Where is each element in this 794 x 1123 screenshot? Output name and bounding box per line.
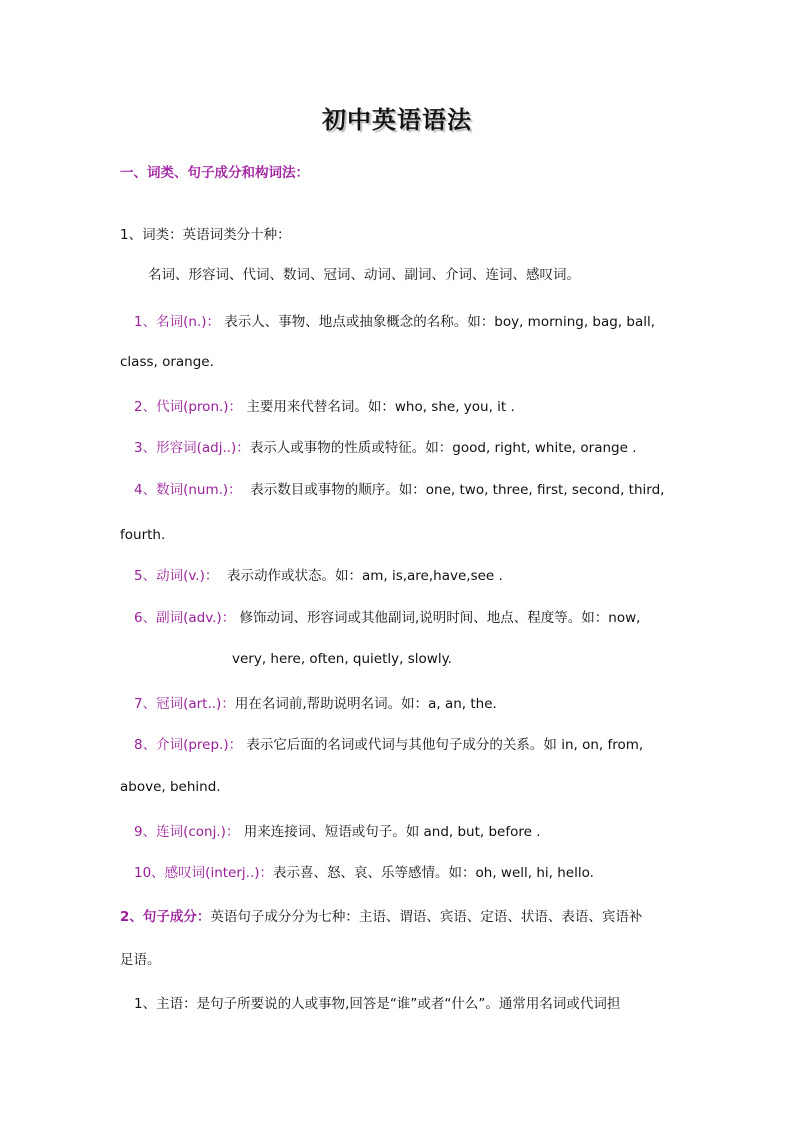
word-class-intro: 1、词类：英语词类分十种： xyxy=(120,227,291,243)
item-verb xyxy=(134,566,503,586)
section-term: 2、句子成分： xyxy=(120,909,211,925)
item-term: 5、动词(v.)： xyxy=(134,568,219,584)
item-pronoun xyxy=(134,397,515,417)
item-adjective xyxy=(134,438,636,458)
item-desc: 主要用来代替名词。如：who, she, you, it . xyxy=(246,399,515,415)
item-term: 6、副词(adv.)： xyxy=(134,610,236,626)
subject-desc: 是句子所要说的人或事物,回答是“谁”或者“什么”。通常用名词或代词担 xyxy=(196,996,621,1012)
item-desc: 表示动作或状态。如：am, is,are,have,see . xyxy=(226,568,503,584)
item-article xyxy=(134,694,497,714)
section-2-cont: 足语。 xyxy=(120,952,161,968)
item-desc: 修饰动词、形容词或其他副词,说明时间、地点、程度等。如：now, xyxy=(239,610,641,626)
item-preposition xyxy=(134,735,643,755)
item-term: 9、连词(conj.)： xyxy=(134,824,240,840)
item-term: 3、形容词(adj..)： xyxy=(134,440,250,456)
item-numeral xyxy=(134,480,664,500)
section-heading-2 xyxy=(120,907,642,927)
item-desc: 表示数目或事物的顺序。如：one, two, three, first, second, third, xyxy=(250,482,665,498)
item-adverb-cont: very, here, often, quietly, slowly. xyxy=(232,651,452,667)
item-numeral-cont: fourth. xyxy=(120,527,166,543)
page-title: 初中英语语法 xyxy=(322,106,472,134)
item-desc: 表示它后面的名词或代词与其他句子成分的关系。如 in, on, from, xyxy=(246,737,644,753)
item-desc: 用来连接词、短语或句子。如 and, but, before . xyxy=(243,824,541,840)
item-desc: 表示人或事物的性质或特征。如：good, right, white, orange . xyxy=(249,440,637,456)
section-heading-1: 一、词类、句子成分和构词法： xyxy=(120,165,309,181)
subject-label: 1、主语： xyxy=(134,996,197,1012)
item-interjection xyxy=(134,863,594,883)
item-adverb xyxy=(134,608,640,628)
item-conjunction xyxy=(134,822,541,842)
item-term: 1、名词(n.)： xyxy=(134,314,220,330)
item-desc: 表示喜、怒、哀、乐等感情。如：oh, well, hi, hello. xyxy=(273,865,594,881)
item-term: 7、冠词(art..)： xyxy=(134,696,235,712)
subject-definition xyxy=(134,994,620,1014)
item-term: 4、数词(num.)： xyxy=(134,482,242,498)
item-noun-cont: class, orange. xyxy=(120,354,214,370)
word-class-list: 名词、形容词、代词、数词、冠词、动词、副词、介词、连词、感叹词。 xyxy=(148,267,580,283)
item-term: 8、介词(prep.)： xyxy=(134,737,243,753)
item-desc: 用在名词前,帮助说明名词。如：a, an, the. xyxy=(234,696,497,712)
section-desc: 英语句子成分分为七种：主语、谓语、宾语、定语、状语、表语、宾语补 xyxy=(210,909,643,925)
item-noun xyxy=(120,312,668,332)
item-desc: 表示人、事物、地点或抽象概念的名称。如：boy, morning, bag, ball, xyxy=(224,314,656,330)
item-term: 2、代词(pron.)： xyxy=(134,399,243,415)
item-preposition-cont: above, behind. xyxy=(120,779,221,795)
item-term: 10、感叹词(interj..)： xyxy=(134,865,274,881)
